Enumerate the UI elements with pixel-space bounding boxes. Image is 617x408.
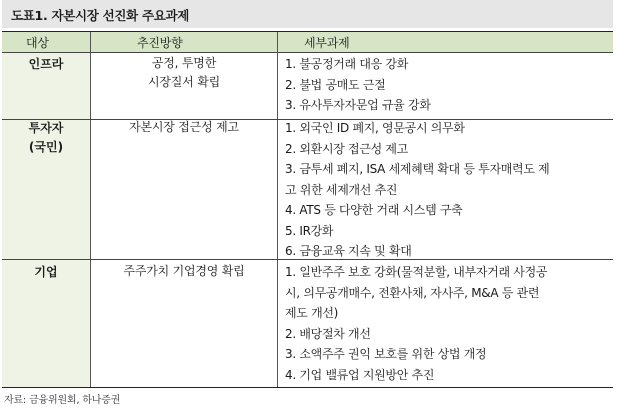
- row-investor-tasks: [285, 118, 607, 262]
- table-title: 도표1. 자본시장 선진화 주요과제: [11, 8, 190, 23]
- task-item: 4. 기업 밸류업 지원방안 추진: [285, 367, 435, 382]
- row-company-target: [2, 259, 90, 387]
- task-item: 2. 배당절차 개선: [285, 326, 371, 341]
- task-item: 4. ATS 등 다양한 거래 시스템 구축: [285, 203, 463, 217]
- direction-text: 공정, 투명한: [151, 56, 217, 70]
- task-item: 1. 일반주주 보호 강화(물적분할, 내부자거래 사정공 시, 의무공개매수, 전환사채, 자사주, M&A 등 관련 제도 개선): [285, 265, 548, 320]
- task-item: 1. 외국인 ID 폐지, 영문공시 의무화: [285, 121, 465, 135]
- target-text: 투자자: [28, 121, 64, 135]
- title-bar: [2, 0, 613, 28]
- task-item: 2. 외환시장 접근성 제고: [285, 141, 409, 156]
- row-investor-target: [2, 119, 90, 259]
- target-text: (국민): [28, 140, 64, 154]
- target-text: 인프라: [28, 57, 64, 71]
- header-direction: 추진방향: [137, 36, 183, 50]
- task-item: 3. 소액주주 권익 보호를 위한 상법 개정: [285, 347, 487, 361]
- direction-text: 자본시장 접근성 제고: [129, 120, 239, 134]
- task-item: 3. 금투세 폐지, ISA 세제혜택 확대 등 투자매력도 제 고 위한 세제개선 추진: [285, 162, 550, 197]
- row-investor-direction: [91, 118, 277, 137]
- row-company-direction: [91, 262, 277, 281]
- task-item: 2. 불법 공매도 근절: [285, 77, 386, 92]
- direction-text: 주주가치 기업경영 확립: [123, 264, 245, 278]
- row-infra-direction: [91, 54, 277, 92]
- row-infra-tasks: [285, 54, 607, 116]
- target-text: 기업: [34, 265, 58, 279]
- source-note: 자료: 금융위원회, 하나증권: [4, 395, 121, 406]
- task-item: 1. 불공정거래 대응 강화: [285, 57, 409, 71]
- direction-text: 시장질서 확립: [148, 75, 220, 89]
- policy-table: [2, 31, 613, 388]
- task-item: 3. 유사투자자문업 규율 강화: [285, 98, 431, 112]
- task-item: 5. IR강화: [285, 223, 334, 238]
- task-item: 6. 금융교육 지속 및 확대: [285, 244, 412, 258]
- header-target: 대상: [26, 36, 49, 50]
- row-infra-target: [2, 53, 90, 119]
- table-header-row: [2, 32, 613, 53]
- header-tasks: 세부과제: [304, 36, 350, 50]
- row-company-tasks: [285, 262, 607, 385]
- column-divider: [277, 32, 278, 387]
